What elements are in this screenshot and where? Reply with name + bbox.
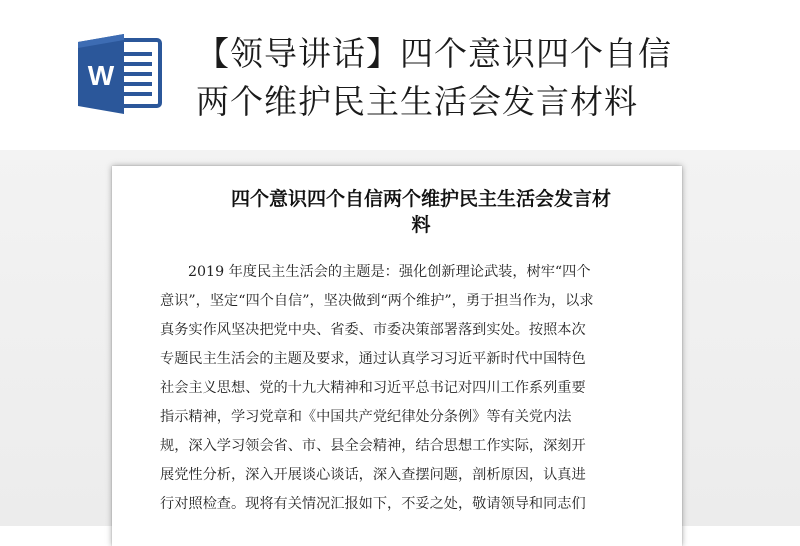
word-icon-letter: W: [87, 60, 115, 91]
banner-title-line-1: 【领导讲话】四个意识四个自信: [196, 34, 672, 73]
banner-title-line-2: 两个维护民主生活会发言材料: [196, 82, 638, 121]
document-title-line-2: 料: [411, 214, 431, 236]
body-line: 展党性分析，深入开展谈心谈话，深入查摆问题，剖析原因，认真进: [160, 467, 586, 483]
document-title-line-1: 四个意识四个自信两个维护民主生活会发言材: [230, 188, 611, 210]
header-banner: [0, 0, 800, 150]
body-line: 社会主义思想、党的十九大精神和习近平总书记对四川工作系列重要: [160, 380, 586, 396]
body-line: 专题民主生活会的主题及要求，通过认真学习习近平新时代中国特色: [160, 351, 586, 367]
body-line: 真务实作风坚决把党中央、省委、市委决策部署落到实处。按照本次: [160, 322, 586, 338]
document-body: [160, 258, 650, 519]
word-document-icon: [76, 34, 164, 114]
body-line: 规，深入学习领会省、市、县全会精神，结合思想工作实际，深刻开: [160, 438, 586, 454]
document-title: [196, 186, 646, 238]
body-line: 指示精神，学习党章和《中国共产党纪律处分条例》等有关党内法: [160, 409, 572, 425]
banner-title: [196, 30, 786, 126]
body-line: 2019 年度民主生活会的主题是：强化创新理论武装，树牢“四个: [188, 264, 591, 280]
body-line: 意识”，坚定“四个自信”，坚决做到“两个维护”，勇于担当作为，以求: [160, 293, 594, 309]
body-line: 行对照检查。现将有关情况汇报如下，不妥之处，敬请领导和同志们: [160, 496, 586, 512]
